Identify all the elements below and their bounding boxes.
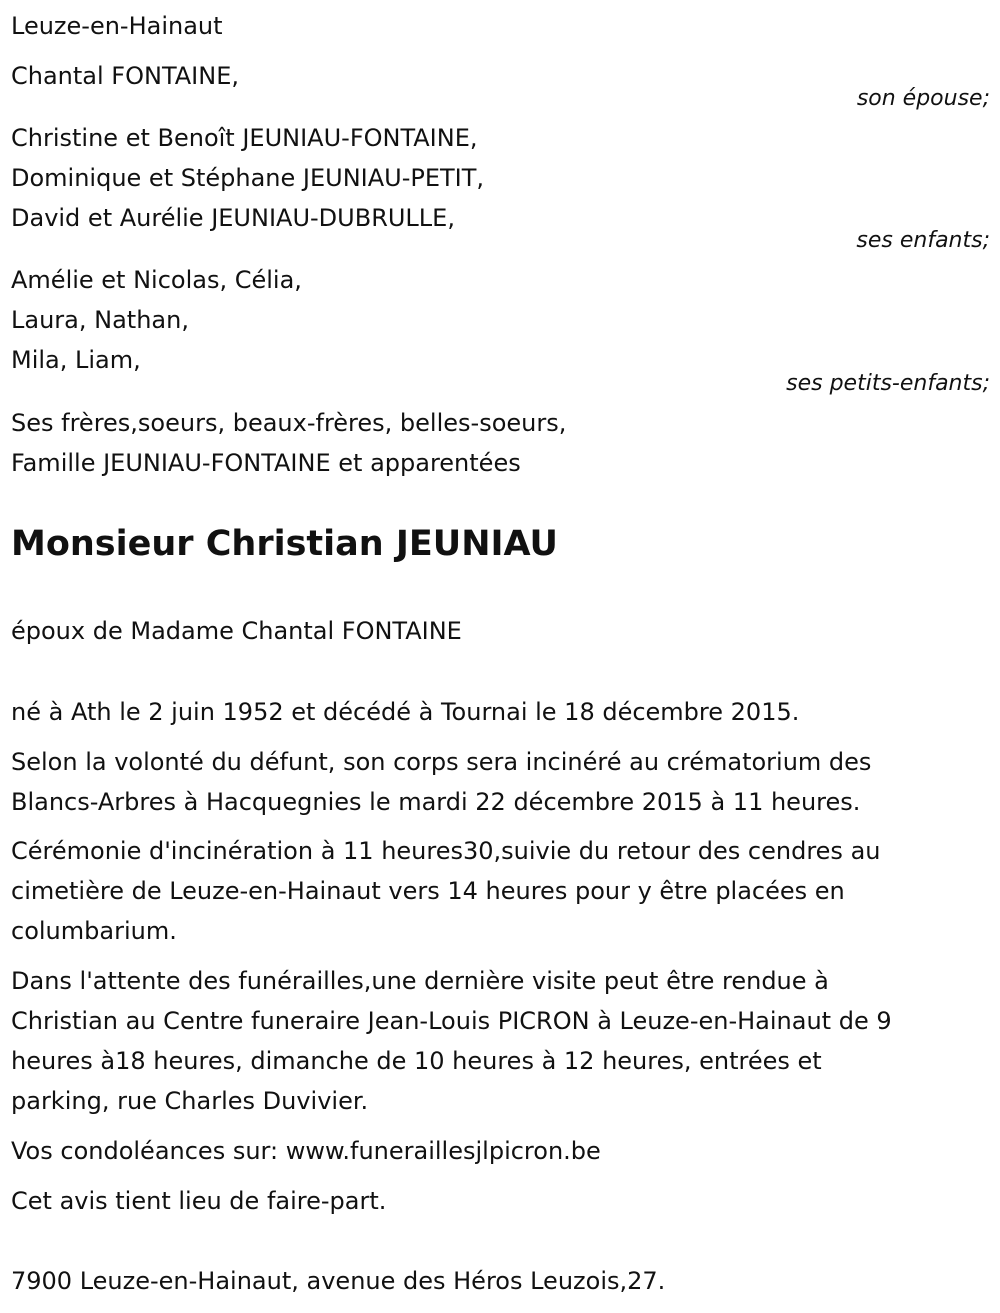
grandchildren-role: ses petits-enfants; xyxy=(786,371,990,396)
children-role: ses enfants; xyxy=(856,228,990,253)
notice-line: Cet avis tient lieu de faire-part. xyxy=(11,1187,387,1215)
spouse-role: son épouse; xyxy=(856,86,990,111)
child-line: Dominique et Stéphane JEUNIAU-PETIT, xyxy=(11,164,485,192)
grandchild-line: Laura, Nathan, xyxy=(11,306,189,334)
relatives-line: Ses frères,soeurs, beaux-frères, belles-soeurs, xyxy=(11,409,567,437)
visit-line: Christian au Centre funeraire Jean-Louis PICRON à Leuze-en-Hainaut de 9 xyxy=(11,1007,892,1035)
visit-line: parking, rue Charles Duvivier. xyxy=(11,1087,369,1115)
ceremony-line: Cérémonie d'incinération à 11 heures30,suivie du retour des cendres au xyxy=(11,837,881,865)
town-heading: Leuze-en-Hainaut xyxy=(11,12,223,40)
grandchild-line: Mila, Liam, xyxy=(11,346,141,374)
deceased-name: Monsieur Christian JEUNIAU xyxy=(11,524,558,564)
spouse-line: Chantal FONTAINE, xyxy=(11,62,239,90)
birth-death-line: né à Ath le 2 juin 1952 et décédé à Tournai le 18 décembre 2015. xyxy=(11,698,800,726)
child-line: Christine et Benoît JEUNIAU-FONTAINE, xyxy=(11,124,478,152)
condolences-line: Vos condoléances sur: www.funeraillesjlpicron.be xyxy=(11,1137,601,1165)
grandchild-line: Amélie et Nicolas, Célia, xyxy=(11,266,302,294)
child-line: David et Aurélie JEUNIAU-DUBRULLE, xyxy=(11,204,455,232)
cremation-line: Selon la volonté du défunt, son corps sera incinéré au crématorium des xyxy=(11,748,872,776)
address-line: 7900 Leuze-en-Hainaut, avenue des Héros Leuzois,27. xyxy=(11,1267,666,1295)
ceremony-line: columbarium. xyxy=(11,917,177,945)
deceased-spouse-line: époux de Madame Chantal FONTAINE xyxy=(11,617,462,645)
visit-line: heures à18 heures, dimanche de 10 heures à 12 heures, entrées et xyxy=(11,1047,822,1075)
ceremony-line: cimetière de Leuze-en-Hainaut vers 14 heures pour y être placées en xyxy=(11,877,845,905)
relatives-line: Famille JEUNIAU-FONTAINE et apparentées xyxy=(11,449,521,477)
cremation-line: Blancs-Arbres à Hacquegnies le mardi 22 décembre 2015 à 11 heures. xyxy=(11,788,861,816)
visit-line: Dans l'attente des funérailles,une dernière visite peut être rendue à xyxy=(11,967,829,995)
